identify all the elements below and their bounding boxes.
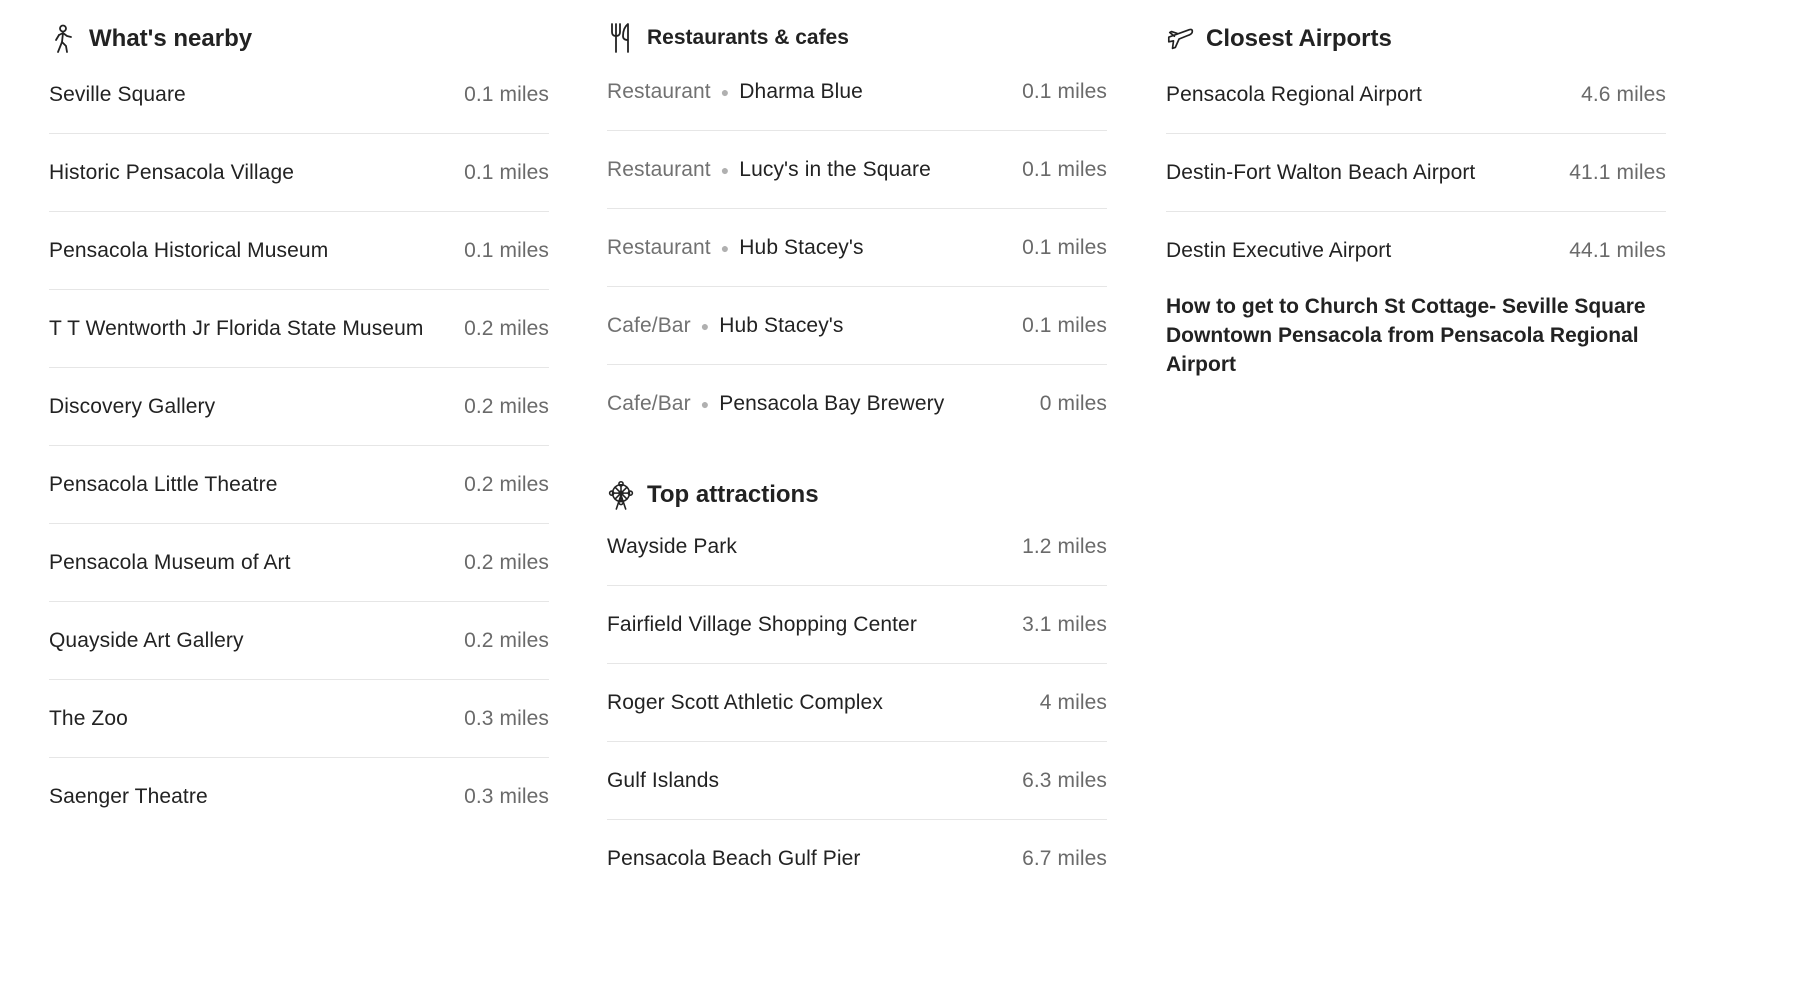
- list-item: Discovery Gallery 0.2 miles: [49, 368, 549, 446]
- separator-dot: ●: [720, 239, 730, 256]
- list-item: Gulf Islands 6.3 miles: [607, 742, 1107, 820]
- fork-knife-icon: [607, 24, 635, 52]
- separator-dot: ●: [720, 83, 730, 100]
- list-item: Destin-Fort Walton Beach Airport 41.1 miles: [1166, 134, 1666, 212]
- list-item: Pensacola Little Theatre 0.2 miles: [49, 446, 549, 524]
- list-item: Restaurant ● Hub Stacey's 0.1 miles: [607, 209, 1107, 287]
- list-item: T T Wentworth Jr Florida State Museum 0.2 miles: [49, 290, 549, 368]
- list-item: Pensacola Regional Airport 4.6 miles: [1166, 56, 1666, 134]
- nearby-list: [49, 56, 549, 836]
- attractions-list: [607, 508, 1107, 898]
- separator-dot: ●: [720, 161, 730, 178]
- separator-dot: ●: [700, 396, 710, 412]
- list-item: Restaurant ● Dharma Blue 0.1 miles: [607, 53, 1107, 131]
- list-item: Roger Scott Athletic Complex 4 miles: [607, 664, 1107, 742]
- whats-nearby-title: What's nearby: [89, 25, 253, 52]
- separator-dot: ●: [700, 317, 710, 334]
- list-item: Saenger Theatre 0.3 miles: [49, 785, 549, 808]
- airplane-icon: [1166, 25, 1194, 53]
- attractions-title: Top attractions: [647, 481, 819, 508]
- person-walking-icon: [49, 25, 77, 53]
- whats-nearby-header: [49, 19, 252, 59]
- ferris-wheel-icon: [607, 481, 635, 509]
- list-item: Wayside Park 1.2 miles: [607, 508, 1107, 586]
- airports-list: [1166, 56, 1666, 290]
- airports-header: [1166, 19, 1392, 59]
- list-item: The Zoo 0.3 miles: [49, 680, 549, 758]
- list-item: Fairfield Village Shopping Center 3.1 miles: [607, 586, 1107, 664]
- restaurants-title: Restaurants & cafes: [647, 26, 849, 49]
- airports-title: Closest Airports: [1206, 25, 1392, 52]
- restaurants-list: [607, 53, 1107, 443]
- list-item: Pensacola Beach Gulf Pier 6.7 miles: [607, 847, 1107, 870]
- list-item: Destin Executive Airport 44.1 miles: [1166, 239, 1666, 262]
- list-item: Historic Pensacola Village 0.1 miles: [49, 134, 549, 212]
- list-item: Cafe/Bar ● Hub Stacey's 0.1 miles: [607, 287, 1107, 365]
- restaurants-header: [607, 18, 849, 58]
- how-to-get-here-link[interactable]: How to get to Church St Cottage- Seville Square Downtown Pensacola from Pensacola Regional Airport: [1166, 295, 1646, 376]
- list-item: Pensacola Museum of Art 0.2 miles: [49, 524, 549, 602]
- list-item: Pensacola Historical Museum 0.1 miles: [49, 212, 549, 290]
- list-item: Cafe/Bar ● Pensacola Bay Brewery 0 miles: [607, 392, 1107, 415]
- list-item: Restaurant ● Lucy's in the Square 0.1 miles: [607, 131, 1107, 209]
- list-item: Seville Square 0.1 miles: [49, 56, 549, 134]
- list-item: Quayside Art Gallery 0.2 miles: [49, 602, 549, 680]
